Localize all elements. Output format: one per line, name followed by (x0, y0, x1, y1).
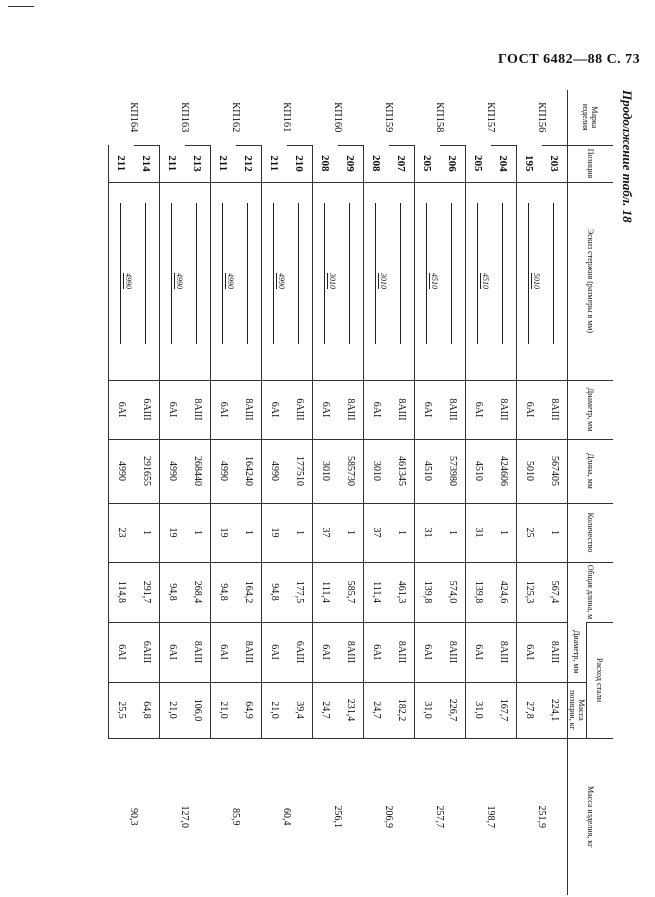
position-cell: 205 (415, 145, 441, 182)
rod-line (427, 203, 428, 344)
steel-diameter-cell: 8АIII (236, 622, 262, 682)
header-diameter-2: Диаметр, мм (568, 622, 587, 682)
length-cell: 4990 (109, 439, 135, 503)
position-mass-cell: 64,8 (134, 682, 160, 738)
item-mark: КП159 (383, 102, 395, 133)
steel-diameter-cell: 6АI (313, 622, 339, 682)
steel-diameter-cell: 8АIII (389, 622, 415, 682)
item-mark: КП157 (485, 102, 497, 133)
length-cell: 424606 (491, 439, 517, 503)
steel-diameter-cell: 6АI (262, 622, 288, 682)
total-length-cell: 111,4 (364, 562, 390, 622)
table-row (236, 90, 262, 895)
position-mass-cell: 182,2 (389, 682, 415, 738)
table-row (185, 90, 211, 895)
steel-diameter-cell: 8АIII (491, 622, 517, 682)
rod-sketch (338, 185, 363, 378)
rod-line (325, 203, 326, 344)
length-cell: 177510 (287, 439, 313, 503)
rod-sketch (542, 185, 567, 378)
header-diameter: Диаметр, мм (568, 380, 614, 439)
quantity-cell: 1 (236, 503, 262, 562)
diameter-cell: 6АI (415, 380, 441, 439)
rod-line (197, 203, 198, 344)
length-cell: 291655 (134, 439, 160, 503)
rod-sketch (185, 185, 210, 378)
quantity-cell: 1 (389, 503, 415, 562)
header-quantity: Количество (568, 503, 614, 562)
position-mass-cell: 224,1 (542, 682, 568, 738)
position-cell: 206 (440, 145, 466, 182)
steel-diameter-cell: 6АI (466, 622, 492, 682)
total-length-cell: 164,2 (236, 562, 262, 622)
header-length: Длина, мм (568, 439, 614, 503)
header-mark: Марка изделия (568, 90, 614, 145)
sketch-cell (211, 182, 237, 380)
item-mass-cell: 60,4 (262, 738, 313, 895)
steel-diameter-cell: 8АIII (542, 622, 568, 682)
rod-sketch (415, 185, 440, 378)
item-mark: КП161 (281, 102, 293, 133)
sketch-cell (185, 182, 211, 380)
rod-sketch (287, 185, 312, 378)
steel-diameter-cell: 6АIII (134, 622, 160, 682)
length-cell: 567405 (542, 439, 568, 503)
position-mass-cell: 21,0 (211, 682, 237, 738)
table-row (338, 90, 364, 895)
total-length-cell: 94,8 (211, 562, 237, 622)
rod-sketch (389, 185, 414, 378)
rod-line (452, 203, 453, 344)
rod-dimension: 4990 (277, 273, 286, 289)
length-cell: 164240 (236, 439, 262, 503)
position-cell: 203 (542, 145, 568, 182)
sketch-cell (109, 182, 135, 380)
quantity-cell: 19 (262, 503, 288, 562)
rod-line (248, 203, 249, 344)
total-length-cell: 94,8 (160, 562, 186, 622)
diameter-cell: 8АIII (389, 380, 415, 439)
quantity-cell: 19 (160, 503, 186, 562)
rod-line (172, 203, 173, 344)
quantity-cell: 31 (466, 503, 492, 562)
rod-dimension: 4510 (481, 273, 490, 289)
total-length-cell: 94,8 (262, 562, 288, 622)
rod-dimension: 4990 (175, 273, 184, 289)
sketch-cell (160, 182, 186, 380)
rod-sketch (491, 185, 516, 378)
length-cell: 461345 (389, 439, 415, 503)
rod-line (299, 203, 300, 344)
rod-sketch (109, 185, 134, 378)
diameter-cell: 8АIII (338, 380, 364, 439)
position-mass-cell: 39,4 (287, 682, 313, 738)
quantity-cell: 23 (109, 503, 135, 562)
table-caption: Продолжение табл. 18 (620, 90, 635, 223)
header-position-mass: Масса позиции, кг (568, 682, 587, 738)
rod-line (554, 203, 555, 344)
steel-diameter-cell: 6АI (160, 622, 186, 682)
rod-sketch (134, 185, 159, 378)
item-mass-cell: 257,7 (415, 738, 466, 895)
diameter-cell: 6АI (160, 380, 186, 439)
rod-line (121, 203, 122, 344)
rod-line (478, 203, 479, 344)
sketch-cell (389, 182, 415, 380)
rod-sketch (262, 185, 287, 378)
table-row (491, 90, 517, 895)
quantity-cell: 1 (542, 503, 568, 562)
quantity-cell: 1 (491, 503, 517, 562)
item-mass-cell: 256,1 (313, 738, 364, 895)
item-mark: КП156 (536, 102, 548, 133)
rod-dimension: 4990 (226, 273, 235, 289)
diameter-cell: 8АIII (491, 380, 517, 439)
diameter-cell: 6АI (262, 380, 288, 439)
position-cell: 210 (287, 145, 313, 182)
rod-sketch (364, 185, 389, 378)
total-length-cell: 461,3 (389, 562, 415, 622)
item-mass-cell: 85,9 (211, 738, 262, 895)
steel-diameter-cell: 6АI (109, 622, 135, 682)
position-cell: 207 (389, 145, 415, 182)
quantity-cell: 1 (134, 503, 160, 562)
steel-diameter-cell: 6АI (211, 622, 237, 682)
diameter-cell: 8АIII (542, 380, 568, 439)
quantity-cell: 1 (440, 503, 466, 562)
quantity-cell: 1 (287, 503, 313, 562)
total-length-cell: 585,7 (338, 562, 364, 622)
rod-sketch (440, 185, 465, 378)
total-length-cell: 291,7 (134, 562, 160, 622)
sketch-cell (517, 182, 543, 380)
sketch-cell (236, 182, 262, 380)
total-length-cell: 177,5 (287, 562, 313, 622)
length-cell: 5010 (517, 439, 543, 503)
rod-sketch (517, 185, 542, 378)
reinforcement-table (108, 90, 613, 895)
position-cell: 209 (338, 145, 364, 182)
item-mark: КП158 (434, 102, 446, 133)
rod-line (401, 203, 402, 344)
rod-sketch (211, 185, 236, 378)
sketch-cell (338, 182, 364, 380)
diameter-cell: 8АIII (185, 380, 211, 439)
table-row (542, 90, 568, 895)
total-length-cell: 567,4 (542, 562, 568, 622)
rod-dimension: 4990 (124, 273, 133, 289)
header-steel-consumption: Расход стали (587, 622, 614, 738)
position-mass-cell: 24,7 (313, 682, 339, 738)
sketch-cell (262, 182, 288, 380)
position-cell: 208 (364, 145, 390, 182)
header-position: Позиция (568, 145, 614, 182)
length-cell: 4990 (160, 439, 186, 503)
length-cell: 3010 (313, 439, 339, 503)
rod-sketch (313, 185, 338, 378)
length-cell: 268440 (185, 439, 211, 503)
position-mass-cell: 31,0 (466, 682, 492, 738)
diameter-cell: 8АIII (236, 380, 262, 439)
header-item-mass: Масса изделия, кг (568, 738, 614, 895)
table-row (440, 90, 466, 895)
steel-diameter-cell: 8АIII (440, 622, 466, 682)
length-cell: 3010 (364, 439, 390, 503)
sketch-cell (491, 182, 517, 380)
rod-line (350, 203, 351, 344)
sketch-cell (466, 182, 492, 380)
table-row (287, 90, 313, 895)
table-row (389, 90, 415, 895)
length-cell: 585730 (338, 439, 364, 503)
rod-sketch (160, 185, 185, 378)
header-sketch: Эскиз стержня (размеры в мм) (568, 182, 614, 380)
length-cell: 4510 (466, 439, 492, 503)
steel-diameter-cell: 8АIII (338, 622, 364, 682)
steel-diameter-cell: 6АIII (287, 622, 313, 682)
position-cell: 211 (211, 145, 237, 182)
length-cell: 4990 (262, 439, 288, 503)
steel-diameter-cell: 6АI (364, 622, 390, 682)
position-cell: 205 (466, 145, 492, 182)
rod-dimension: 3010 (328, 273, 337, 289)
rod-line (146, 203, 147, 344)
position-cell: 212 (236, 145, 262, 182)
quantity-cell: 25 (517, 503, 543, 562)
item-mass-cell: 90,3 (109, 738, 160, 895)
position-mass-cell: 24,7 (364, 682, 390, 738)
position-mass-cell: 25,5 (109, 682, 135, 738)
diameter-cell: 6АI (517, 380, 543, 439)
total-length-cell: 424,6 (491, 562, 517, 622)
rod-line (274, 203, 275, 344)
rod-dimension: 3010 (379, 273, 388, 289)
item-mark: КП162 (230, 102, 242, 133)
rod-dimension: 5010 (532, 273, 541, 289)
quantity-cell: 37 (364, 503, 390, 562)
length-cell: 4990 (211, 439, 237, 503)
sketch-cell (542, 182, 568, 380)
length-cell: 573980 (440, 439, 466, 503)
quantity-cell: 19 (211, 503, 237, 562)
rod-line (529, 203, 530, 344)
item-mass-cell: 251,9 (517, 738, 568, 895)
total-length-cell: 139,8 (466, 562, 492, 622)
item-mass-cell: 198,7 (466, 738, 517, 895)
quantity-cell: 37 (313, 503, 339, 562)
rod-line (223, 203, 224, 344)
total-length-cell: 114,8 (109, 562, 135, 622)
position-cell: 213 (185, 145, 211, 182)
sketch-cell (364, 182, 390, 380)
quantity-cell: 1 (185, 503, 211, 562)
diameter-cell: 6АI (211, 380, 237, 439)
item-mark: КП164 (128, 102, 140, 133)
item-mark: КП160 (332, 102, 344, 133)
page-header: ГОСТ 6482—88 С. 73 (498, 52, 641, 67)
position-mass-cell: 231,4 (338, 682, 364, 738)
item-mass-cell: 127,0 (160, 738, 211, 895)
diameter-cell: 6АI (313, 380, 339, 439)
rod-sketch (466, 185, 491, 378)
position-cell: 214 (134, 145, 160, 182)
diameter-cell: 8АIII (440, 380, 466, 439)
diameter-cell: 6АI (466, 380, 492, 439)
steel-diameter-cell: 8АIII (185, 622, 211, 682)
position-cell: 195 (517, 145, 543, 182)
diameter-cell: 6АIII (134, 380, 160, 439)
position-cell: 211 (109, 145, 135, 182)
steel-diameter-cell: 6АI (517, 622, 543, 682)
sketch-cell (440, 182, 466, 380)
total-length-cell: 111,4 (313, 562, 339, 622)
position-mass-cell: 106,0 (185, 682, 211, 738)
rod-line (503, 203, 504, 344)
length-cell: 4510 (415, 439, 441, 503)
position-cell: 211 (160, 145, 186, 182)
position-mass-cell: 31,0 (415, 682, 441, 738)
diameter-cell: 6АI (364, 380, 390, 439)
position-mass-cell: 226,7 (440, 682, 466, 738)
steel-diameter-cell: 6АI (415, 622, 441, 682)
rod-sketch (236, 185, 261, 378)
item-mark: КП163 (179, 102, 191, 133)
sketch-cell (287, 182, 313, 380)
position-mass-cell: 64,9 (236, 682, 262, 738)
table-row (134, 90, 160, 895)
rod-dimension: 4510 (430, 273, 439, 289)
item-mass-cell: 206,9 (364, 738, 415, 895)
position-cell: 204 (491, 145, 517, 182)
quantity-cell: 31 (415, 503, 441, 562)
position-cell: 208 (313, 145, 339, 182)
rod-line (376, 203, 377, 344)
total-length-cell: 574,0 (440, 562, 466, 622)
position-mass-cell: 21,0 (160, 682, 186, 738)
total-length-cell: 268,4 (185, 562, 211, 622)
position-mass-cell: 167,7 (491, 682, 517, 738)
sketch-cell (415, 182, 441, 380)
diameter-cell: 6АI (109, 380, 135, 439)
diameter-cell: 6АIII (287, 380, 313, 439)
sketch-cell (134, 182, 160, 380)
table-body (109, 90, 568, 895)
header-total-length: Общая длина, м (568, 562, 614, 622)
quantity-cell: 1 (338, 503, 364, 562)
position-mass-cell: 21,0 (262, 682, 288, 738)
total-length-cell: 125,3 (517, 562, 543, 622)
total-length-cell: 139,8 (415, 562, 441, 622)
position-mass-cell: 27,8 (517, 682, 543, 738)
sketch-cell (313, 182, 339, 380)
position-cell: 211 (262, 145, 288, 182)
